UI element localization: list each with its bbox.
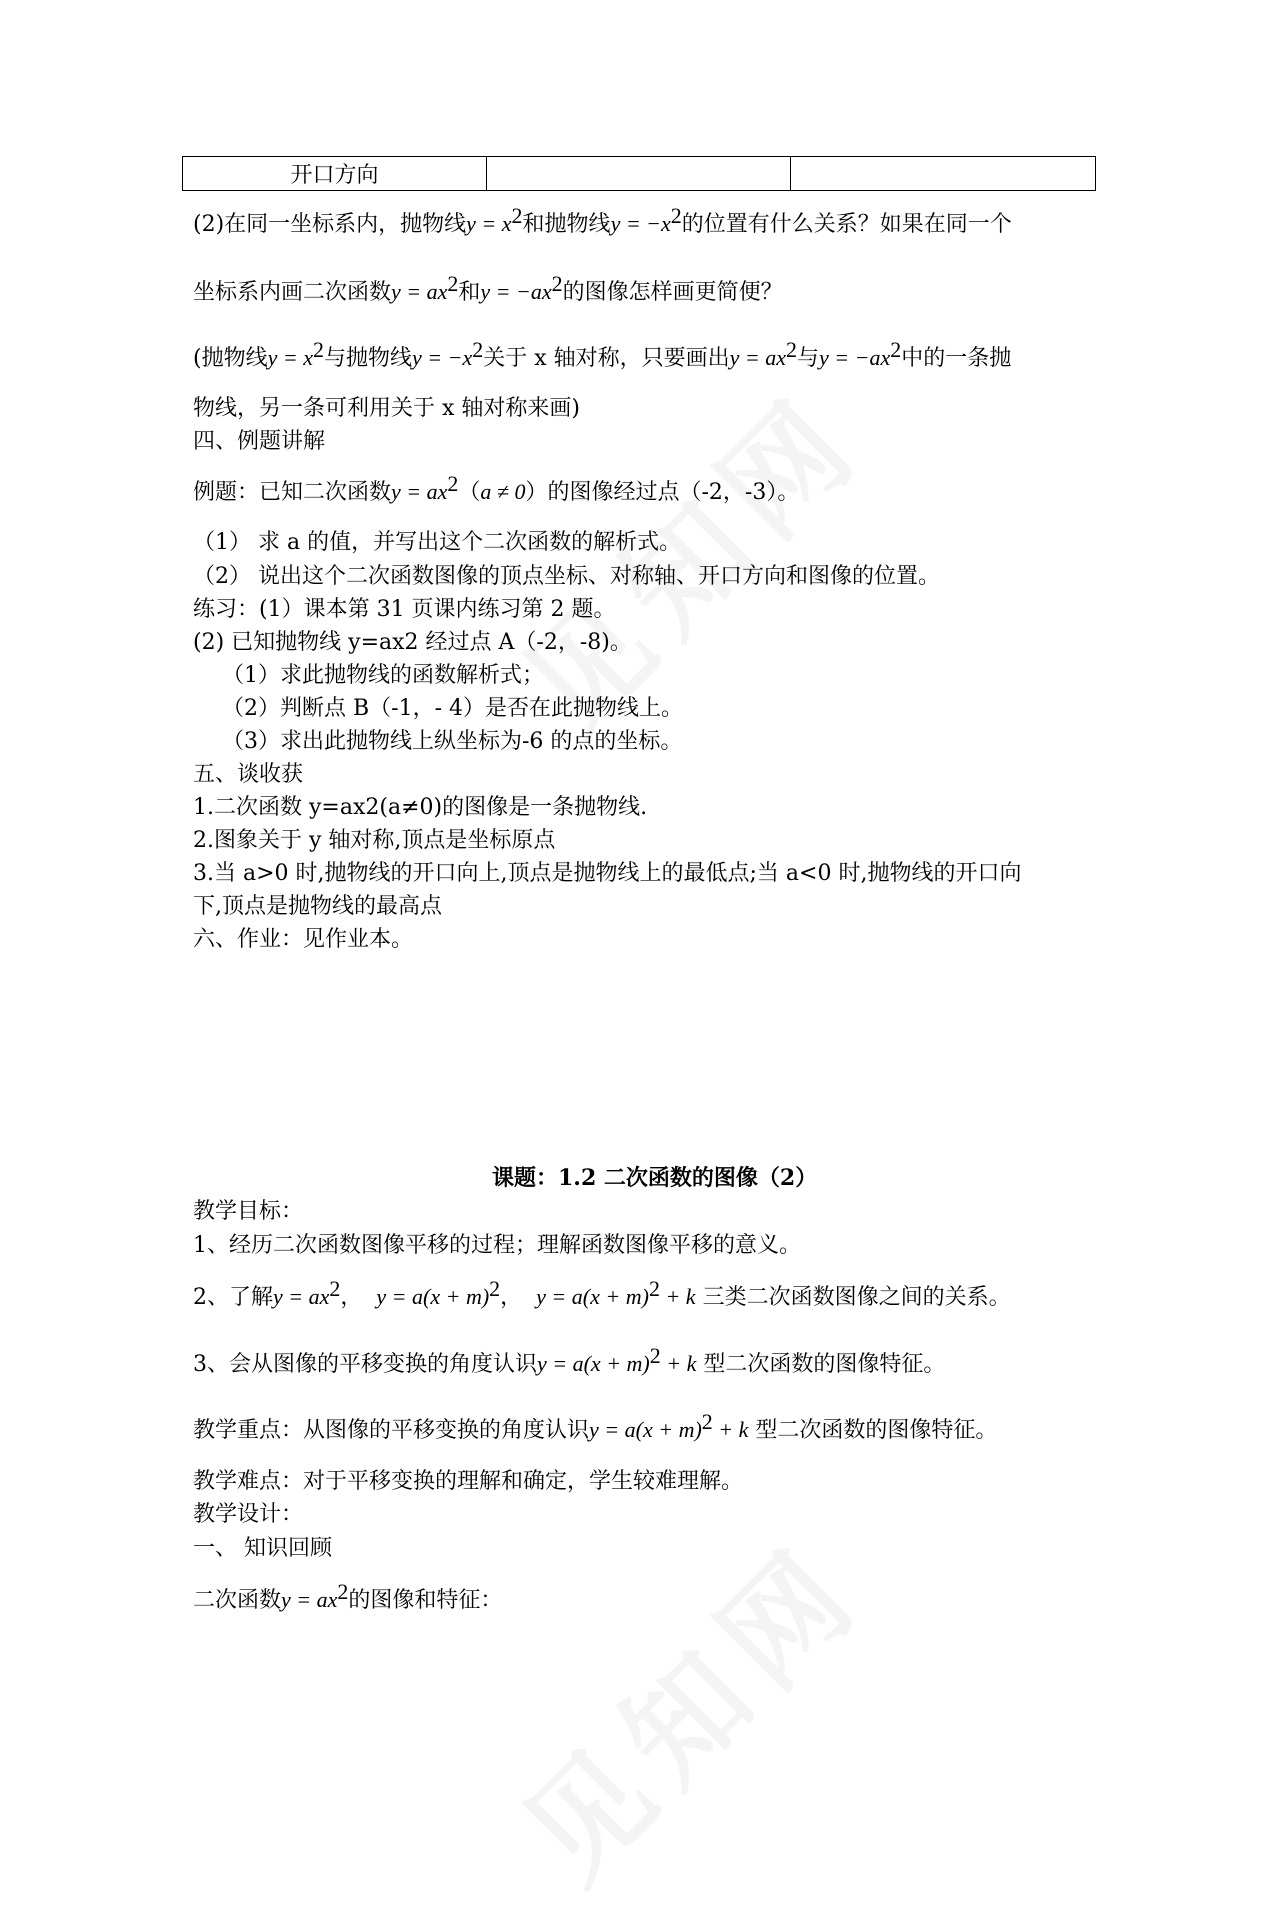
table-cell — [487, 157, 791, 191]
teaching-difficulty: 教学难点：对于平移变换的理解和确定，学生较难理解。 — [193, 1469, 744, 1494]
exercise-2-part-2: （2）判断点 B（-1，- 4）是否在此抛物线上。 — [222, 696, 684, 721]
knowledge-review-heading: 一、 知识回顾 — [193, 1536, 332, 1561]
exercise-1: 练习：(1）课本第 31 页课内练习第 2 题。 — [193, 597, 616, 622]
teaching-goals-heading: 教学目标： — [193, 1199, 304, 1224]
answer-2-line-1: (抛物线$y = x^2$与抛物线$y = -x^2$关于 x 轴对称，只要画出$y = ax^2$与$y = -ax^2$中的一条抛 — [193, 337, 1012, 371]
teaching-design-heading: 教学设计： — [193, 1502, 304, 1527]
watermark-bottom — [480, 1499, 894, 1913]
example-question-1: （1） 求 a 的值，并写出这个二次函数的解析式。 — [193, 530, 682, 555]
table-row-label: 开口方向 — [183, 157, 487, 191]
goal-2: 2、了解$y = ax^2$， $y = a(x + m)^2$， $y = a(x + m)^2 + k$ 三类二次函数图像之间的关系。 — [193, 1276, 1011, 1310]
summary-3-line-2: 下,顶点是抛物线的最高点 — [193, 894, 442, 919]
goal-3: 3、会从图像的平移变换的角度认识$y = a(x + m)^2 + k$ 型二次函数的图像特征。 — [193, 1343, 946, 1377]
teaching-key-point: 教学重点：从图像的平移变换的角度认识$y = a(x + m)^2 + k$ 型二次函数的图像特征。 — [193, 1409, 998, 1443]
goal-1: 1、经历二次函数图像平移的过程；理解函数图像平移的意义。 — [193, 1233, 801, 1258]
table-row — [183, 157, 1096, 191]
summary-3-line-1: 3.当 a>0 时,抛物线的开口向上,顶点是抛物线上的最低点;当 a<0 时,抛物线的开口向 — [193, 861, 1022, 886]
section-4-heading: 四、例题讲解 — [193, 429, 326, 454]
exercise-2: (2) 已知抛物线 y=ax2 经过点 A（-2，-8)。 — [193, 630, 632, 655]
review-statement: 二次函数$y = ax^2$的图像和特征： — [193, 1579, 503, 1613]
question-2-line-2: 坐标系内画二次函数$y = ax^2$和$y = -ax^2$的图像怎样画更简便？ — [193, 271, 783, 305]
example-statement: 例题：已知二次函数$y = ax^2(a \ne 0)$的图像经过点（-2，-3）。 — [193, 471, 800, 505]
exercise-2-part-3: （3）求出此抛物线上纵坐标为-6 的点的坐标。 — [222, 729, 683, 754]
section-5-heading: 五、谈收获 — [193, 762, 304, 787]
section-6-heading: 六、作业：见作业本。 — [193, 927, 414, 952]
summary-1: 1.二次函数 y=ax2(a≠0)的图像是一条抛物线. — [193, 795, 648, 820]
answer-2-line-2: 物线，另一条可利用关于 x 轴对称来画) — [193, 396, 580, 421]
table-cell — [791, 157, 1096, 191]
summary-2: 2.图象关于 y 轴对称,顶点是坐标原点 — [193, 828, 556, 853]
example-question-2: （2） 说出这个二次函数图像的顶点坐标、对称轴、开口方向和图像的位置。 — [193, 564, 940, 589]
exercise-2-part-1: （1）求此抛物线的函数解析式； — [222, 663, 544, 688]
lesson-title: 课题：1.2 二次函数的图像（2） — [492, 1165, 818, 1191]
question-2-line-1: (2)在同一坐标系内，抛物线$y = x^2$和抛物线$y = -x^2$的位置有什么关系？如果在同一个 — [193, 203, 1012, 237]
properties-table — [182, 156, 1096, 191]
